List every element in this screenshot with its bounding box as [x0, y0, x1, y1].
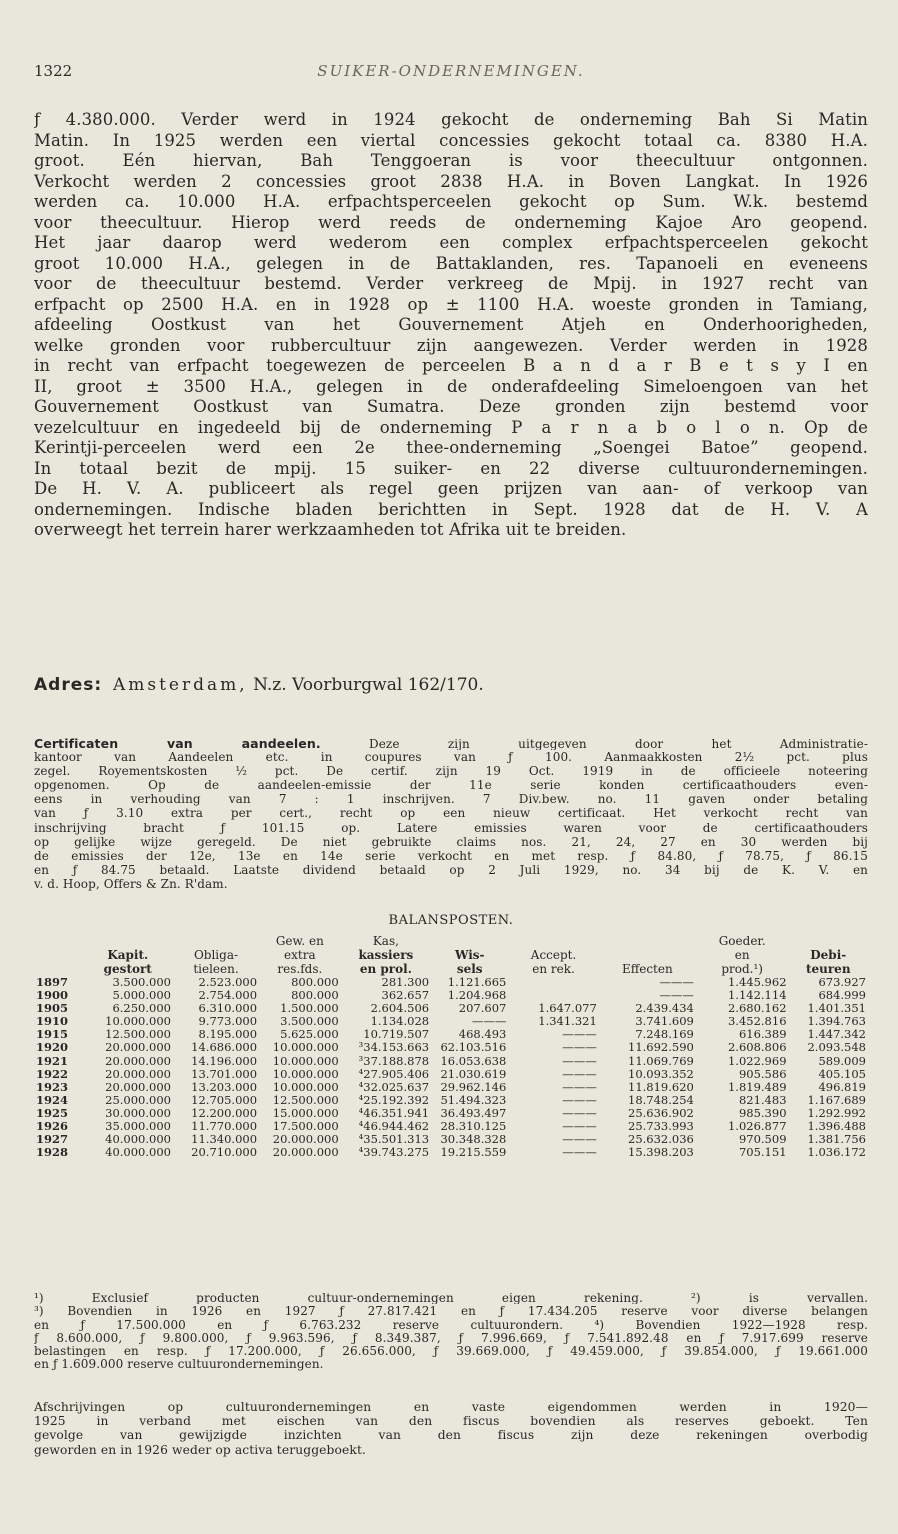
balance-cell: 1.819.489: [727, 1079, 787, 1094]
balance-cell: 10.000.000: [272, 1066, 339, 1081]
balance-cell: 12.200.000: [191, 1105, 258, 1120]
balance-cell: 2.608.806: [727, 1040, 787, 1055]
balance-header-cell: Effecten: [621, 962, 673, 976]
balance-cell: 14.686.000: [191, 1040, 258, 1055]
balance-cell: 281.300: [381, 975, 430, 989]
balance-cell: 1.022.969: [727, 1053, 787, 1068]
balance-cell: 10.719.507: [363, 1027, 430, 1042]
balance-year: 1915: [36, 1027, 69, 1042]
body-line: groot 10.000 H.A., gelegen in de Battaklanden, res. Tapanoeli en eveneens: [34, 253, 868, 273]
balance-cell: 62.103.516: [440, 1040, 507, 1055]
running-title: SUIKER-ONDERNEMINGEN.: [317, 62, 585, 80]
balance-year: 1921: [36, 1053, 69, 1068]
balance-cell: 20.000.000: [272, 1145, 339, 1160]
balance-year: 1926: [36, 1119, 69, 1134]
balance-row: [34, 1146, 868, 1159]
certificate-line: eens in verhouding van 7 : 1 inschrijven. 7 Div.bew. no. 11 gaven onder betaling: [34, 792, 868, 807]
balance-cell: 51.494.323: [440, 1092, 507, 1107]
balance-year: 1900: [36, 988, 69, 1003]
balance-cell: 17.500.000: [272, 1119, 339, 1134]
certificate-text: Deze zijn uitgegeven door het Administratie-: [320, 737, 868, 751]
body-line: groot. Eén hiervan, Bah Tenggoeran is voor theecultuur ontgonnen.: [34, 151, 868, 170]
balance-cell: 11.340.000: [191, 1132, 258, 1147]
balance-cell: 10.000.000: [272, 1053, 339, 1068]
balance-cell: ⁴35.501.313: [358, 1132, 430, 1147]
balance-header-cell: [173, 934, 259, 948]
balance-cell: 7.248.169: [635, 1027, 694, 1042]
footnote-line: ƒ 8.600.000, ƒ 9.800.000, ƒ 9.963.596, ƒ 8.349.387, ƒ 7.996.669, ƒ 7.541.892.48 en ƒ 7.917.699 reserve: [34, 1330, 868, 1345]
balance-cell: 1.396.488: [807, 1119, 866, 1134]
balance-cell: 40.000.000: [105, 1145, 171, 1160]
body-line: voor theecultuur. Hierop werd reeds de onderneming Kajoe Aro geopend.: [34, 212, 868, 232]
balance-cell: 40.000.000: [105, 1132, 171, 1147]
balance-year: 1922: [36, 1066, 69, 1081]
body-line: Matin. In 1925 werden een viertal concessies gekocht totaal ca. 8380 H.A.: [34, 130, 868, 150]
balance-header-cell: Kapit.: [107, 948, 149, 962]
balance-cell: 1.204.968: [447, 988, 507, 1003]
balance-year: 1920: [36, 1040, 69, 1055]
footnote-line: ¹) Exclusief producten cultuur-ondernemingen eigen rekening. ²) is vervallen.: [34, 1291, 868, 1305]
balance-cell: 35.000.000: [105, 1119, 171, 1134]
balance-cell: 821.483: [738, 1092, 787, 1107]
balance-row: [34, 1081, 868, 1094]
balance-cell: 16.053.638: [440, 1053, 507, 1068]
balance-cell: 2.754.000: [198, 988, 258, 1003]
balance-cell: 1.381.756: [807, 1132, 866, 1147]
body-line: ƒ 4.380.000. Verder werd in 1924 gekocht de onderneming Bah Si Matin: [34, 110, 868, 129]
body-line: voor de theecultuur bestemd. Verder verkreeg de Mpij. in 1927 recht van: [34, 274, 868, 293]
balance-cell: 684.999: [818, 988, 866, 1003]
balance-row: [34, 1055, 868, 1068]
footnote-line: en ƒ 17.500.000 en ƒ 6.763.232 reserve cultuurondern. ⁴) Bovendien 1922—1928 resp.: [34, 1317, 868, 1331]
balance-cell: 1.036.172: [807, 1145, 866, 1160]
balance-cell: 9.773.000: [198, 1014, 258, 1029]
body-line: erfpacht op 2500 H.A. en in 1928 op ± 1100 H.A. woeste gronden in Tamiang,: [34, 294, 868, 314]
page-header: [34, 62, 868, 86]
balance-cell: 13.203.000: [191, 1079, 258, 1094]
page-number: 1322: [34, 62, 73, 80]
balance-cell: 705.151: [738, 1145, 787, 1160]
balance-cell: 20.000.000: [105, 1079, 171, 1094]
body-paragraph: [34, 110, 868, 541]
balance-row: [34, 1094, 868, 1107]
balance-cell: 207.607: [458, 1001, 507, 1016]
balance-year: 1910: [36, 1014, 69, 1029]
balance-cell: 1.447.342: [807, 1027, 866, 1042]
balance-cell: 12.500.000: [105, 1027, 171, 1042]
address-street: N.z. Voorburgwal 162/170.: [253, 675, 484, 695]
body-line: vezelcultuur en ingedeeld bij de onderneming P a r n a b o l o n. Op de: [34, 417, 868, 437]
certificate-line: de emissies der 12e, 13e en 14e serie verkocht en met resp. ƒ 84.80, ƒ 78.75, ƒ 86.15: [34, 848, 868, 863]
balance-cell: 6.250.000: [112, 1001, 171, 1016]
body-line: II, groot ± 3500 H.A., gelegen in de onderafdeeling Simeloengoen van het: [34, 376, 868, 396]
balance-header-cell: [34, 934, 83, 948]
body-line: in recht van erfpacht toegewezen de perceelen B a n d a r B e t s y I en: [34, 356, 868, 375]
balance-cell: 905.586: [738, 1066, 787, 1081]
balance-cell: 1.341.321: [538, 1014, 597, 1029]
balance-header-cell: Debi-: [810, 948, 847, 962]
balance-cell: 1.121.665: [447, 975, 507, 989]
body-line: Kerintji-perceelen werd een 2e thee-onderneming „Soengei Batoe” geopend.: [34, 438, 868, 457]
balance-cell: 362.657: [381, 988, 430, 1003]
balance-cell: 28.310.125: [440, 1119, 507, 1134]
certificate-line: kantoor van Aandeelen etc. in coupures van ƒ 100. Aanmaakkosten 2½ pct. plus: [34, 750, 868, 765]
balance-cell: 1.134.028: [370, 1014, 430, 1029]
balance-header-cell: [34, 962, 83, 976]
balance-cell: 6.310.000: [198, 1001, 258, 1016]
address-city: Amsterdam,: [112, 675, 248, 695]
balance-cell: 30.000.000: [105, 1105, 171, 1120]
balance-cell: 25.636.902: [628, 1105, 694, 1120]
balance-cell: ———: [471, 1014, 507, 1029]
balance-cell: 970.509: [738, 1132, 787, 1147]
balance-cell: 1.500.000: [280, 1001, 339, 1016]
depreciation-note: [34, 1400, 868, 1457]
balance-year: 1928: [36, 1145, 69, 1160]
balance-cell: 5.625.000: [280, 1027, 339, 1042]
balance-cell: 11.819.620: [628, 1079, 694, 1094]
certificate-line: en ƒ 84.75 betaald. Laatste dividend betaald op 2 Juli 1929, no. 34 bij de K. V. en: [34, 862, 868, 877]
balance-cell: 12.500.000: [272, 1092, 339, 1107]
balance-cell: ³34.153.663: [358, 1040, 430, 1055]
footnote-line: ³) Bovendien in 1926 en 1927 ƒ 27.817.421 en ƒ 17.434.205 reserve voor diverse belangen: [34, 1304, 868, 1318]
balance-cell: 2.093.548: [807, 1040, 866, 1055]
balance-header-cell: Obliga-: [193, 948, 239, 962]
balance-cell: ———: [562, 1040, 597, 1055]
balance-cell: 10.000.000: [105, 1014, 171, 1029]
balance-cell: 1.445.962: [727, 975, 787, 989]
balance-cell: ———: [562, 1027, 597, 1042]
balance-cell: 10.000.000: [272, 1040, 339, 1055]
balance-cell: ⁴46.944.462: [358, 1119, 430, 1134]
balance-header-cell: [508, 934, 598, 948]
balance-header-cell: Kas,: [372, 934, 399, 948]
balance-cell: 25.000.000: [105, 1092, 171, 1107]
balance-cell: 10.000.000: [272, 1079, 339, 1094]
depreciation-line: Afschrijvingen op cultuurondernemingen en vaste eigendommen werden in 1920—: [34, 1400, 868, 1414]
balance-cell: 589.009: [818, 1053, 866, 1068]
balance-cell: 3.500.000: [112, 975, 171, 989]
certificate-line: [34, 736, 868, 750]
certificate-line: inschrijving bracht ƒ 101.15 op. Latere emissies waren voor de certificaathouders: [34, 820, 868, 835]
balance-year: 1923: [36, 1079, 69, 1094]
balance-year: 1924: [36, 1092, 69, 1107]
balance-cell: ———: [659, 988, 694, 1003]
balance-cell: ⁴25.192.392: [358, 1092, 430, 1107]
balance-title: BALANSPOSTEN.: [388, 913, 514, 928]
balance-cell: ⁴46.351.941: [358, 1105, 430, 1120]
balance-cell: ———: [562, 1132, 597, 1147]
balance-header-cell: extra: [284, 948, 316, 962]
certificates-section: [34, 736, 868, 891]
certificate-line: opgenomen. Op de aandeelen-emissie der 11e serie konden certificaathouders even-: [34, 778, 868, 793]
balance-header-cell: teuren: [805, 962, 851, 976]
balance-cell: [508, 976, 598, 989]
balance-cell: 20.000.000: [272, 1132, 339, 1147]
balance-cell: 11.692.590: [628, 1040, 694, 1055]
balance-header-row: [34, 934, 868, 948]
balance-cell: 12.705.000: [191, 1092, 258, 1107]
balance-row: [34, 1041, 868, 1054]
balance-cell: 985.390: [738, 1105, 787, 1120]
balance-cell: 1.142.114: [727, 988, 787, 1003]
balance-cell: 18.748.254: [628, 1092, 694, 1107]
balance-cell: ———: [562, 1066, 597, 1081]
balance-cell: 10.093.352: [628, 1066, 694, 1081]
balance-cell: 673.927: [818, 975, 866, 989]
balance-cell: 25.733.993: [628, 1119, 694, 1134]
certificate-line: op gelijke wijze geregeld. De niet gebruikte claims nos. 21, 24, 27 en 30 werden bij: [34, 834, 868, 849]
balance-header-cell: [431, 934, 508, 948]
balance-cell: ⁴39.743.275: [358, 1145, 430, 1160]
balance-header-cell: en prol.: [359, 962, 412, 976]
balance-cell: 30.348.328: [440, 1132, 507, 1147]
balance-cell: 36.493.497: [440, 1105, 507, 1120]
body-line: Gouvernement Oostkust van Sumatra. Deze gronden zijn bestemd voor: [34, 397, 868, 416]
address-line: [34, 675, 484, 695]
balance-header-cell: [599, 934, 696, 948]
balance-year: 1925: [36, 1105, 69, 1120]
balance-cell: ———: [562, 1119, 597, 1134]
balance-year: 1897: [36, 975, 69, 989]
balance-cell: ⁴32.025.637: [358, 1079, 430, 1094]
balance-cell: 15.000.000: [272, 1105, 339, 1120]
balance-header-cell: Gew. en: [275, 934, 324, 948]
balance-cell: 21.030.619: [440, 1066, 507, 1081]
body-line: afdeeling Oostkust van het Gouvernement Atjeh en Onderhoorigheden,: [34, 315, 868, 334]
balance-header-row: [34, 948, 868, 962]
balance-header-cell: sels: [456, 962, 483, 976]
balance-cell: 13.701.000: [191, 1066, 258, 1081]
balance-header-cell: [789, 934, 868, 948]
balance-cell: 14.196.000: [191, 1053, 258, 1068]
certificate-line: v. d. Hoop, Offers & Zn. R'dam.: [34, 876, 228, 891]
balance-header-cell: [83, 934, 173, 948]
balance-cell: 3.500.000: [280, 1014, 339, 1029]
balance-cell: 1.026.877: [727, 1119, 787, 1134]
body-line: Het jaar daarop werd wederom een complex erfpachtsperceelen gekocht: [34, 233, 868, 252]
footnote-line: en ƒ 1.609.000 reserve cultuurondernemingen.: [34, 1357, 324, 1371]
balance-cell: ———: [562, 1105, 597, 1120]
balance-cell: 20.710.000: [191, 1145, 258, 1160]
balance-cell: 405.105: [818, 1066, 866, 1081]
balance-cell: 800.000: [291, 975, 339, 989]
depreciation-line: 1925 in verband met eischen van den fiscus bovendien als reserves geboekt. Ten: [34, 1414, 868, 1429]
balance-cell: 25.632.036: [628, 1132, 694, 1147]
balance-header-row: [34, 962, 868, 976]
balance-cell: 19.215.559: [440, 1145, 507, 1160]
balance-cell: 3.741.609: [635, 1014, 694, 1029]
body-line: welke gronden voor rubbercultuur zijn aangewezen. Verder werden in 1928: [34, 335, 868, 355]
balance-header-cell: en rek.: [532, 962, 575, 976]
balance-cell: 1.394.763: [807, 1014, 866, 1029]
body-line: De H. V. A. publiceert als regel geen prijzen van aan- of verkoop van: [34, 479, 868, 498]
depreciation-line: geworden en in 1926 weder op activa teruggeboekt.: [34, 1442, 366, 1457]
balance-cell: ³37.188.878: [358, 1053, 430, 1068]
balance-header-cell: tieleen.: [193, 962, 239, 976]
balance-header-cell: Wis-: [454, 948, 485, 962]
balance-cell: 2.523.000: [198, 975, 258, 989]
certificates-title: Certificaten van aandeelen.: [34, 736, 321, 751]
footnotes: [34, 1291, 868, 1371]
body-line: overweegt het terrein harer werkzaamheden tot Afrika uit te breiden.: [34, 520, 627, 539]
balance-cell: 2.680.162: [727, 1001, 787, 1016]
balance-year: 1905: [36, 1001, 69, 1016]
balance-cell: 20.000.000: [105, 1040, 171, 1055]
balance-cell: 20.000.000: [105, 1066, 171, 1081]
certificate-line: van ƒ 3.10 extra per cert., recht op een nieuw certificaat. Het verkocht recht van: [34, 806, 868, 821]
balance-cell: 15.398.203: [628, 1145, 694, 1160]
balance-cell: 496.819: [818, 1079, 866, 1094]
balance-cell: 1.647.077: [538, 1001, 597, 1016]
depreciation-line: gevolge van gewijzigde inzichten van den fiscus zijn deze rekeningen overbodig: [34, 1428, 868, 1443]
balance-cell: 800.000: [291, 988, 339, 1003]
balance-cell: 1.292.992: [807, 1105, 866, 1120]
body-line: Verkocht werden 2 concessies groot 2838 H.A. in Boven Langkat. In 1926: [34, 171, 868, 191]
balance-cell: 5.000.000: [112, 988, 171, 1003]
balance-cell: 616.389: [738, 1027, 787, 1042]
balance-cell: 2.439.434: [635, 1001, 694, 1016]
balance-cell: 2.604.506: [370, 1001, 430, 1016]
balance-cell: ⁴27.905.406: [358, 1066, 430, 1081]
balance-cell: ———: [562, 1053, 597, 1068]
footnote-line: belastingen en resp. ƒ 17.200.000, ƒ 26.656.000, ƒ 39.669.000, ƒ 49.459.000, ƒ 39.854.000, ƒ 19.661.000: [34, 1344, 868, 1358]
certificate-line: zegel. Royementskosten ½ pct. De certif. zijn 19 Oct. 1919 in de officieele noteering: [34, 764, 868, 779]
balance-year: 1927: [36, 1132, 69, 1147]
balance-header-cell: en: [734, 948, 750, 962]
balance-header-cell: [34, 948, 83, 962]
balance-cell: 11.770.000: [191, 1119, 258, 1134]
body-line: werden ca. 10.000 H.A. erfpachtsperceelen gekocht op Sum. W.k. bestemd: [34, 192, 868, 211]
balance-cell: 1.401.351: [807, 1001, 866, 1016]
address-label: Adres:: [34, 675, 103, 695]
balance-header-cell: gestort: [103, 962, 152, 976]
balance-row: [34, 1068, 868, 1081]
balance-header-cell: [599, 948, 696, 962]
balance-header-cell: prod.¹): [721, 962, 763, 976]
balance-cell: 1.167.689: [807, 1092, 866, 1107]
balance-cell: ———: [562, 1145, 597, 1160]
balance-header-cell: Accept.: [530, 948, 577, 962]
balance-cell: ———: [562, 1092, 597, 1107]
balance-header-cell: Goeder.: [718, 934, 766, 948]
balance-table: [34, 934, 868, 1159]
body-line: ondernemingen. Indische bladen berichtten in Sept. 1928 dat de H. V. A: [34, 499, 868, 519]
balance-header-cell: res.fds.: [277, 962, 323, 976]
balance-cell: 11.069.769: [628, 1053, 694, 1068]
balance-header-cell: kassiers: [358, 948, 414, 962]
balance-cell: 468.493: [458, 1027, 507, 1042]
balance-cell: 29.962.146: [440, 1079, 507, 1094]
body-line: In totaal bezit de mpij. 15 suiker- en 22 diverse cultuurondernemingen.: [34, 458, 868, 478]
balance-cell: ———: [659, 975, 694, 989]
balance-cell: ———: [562, 1079, 597, 1094]
balance-cell: 20.000.000: [105, 1053, 171, 1068]
balance-cell: 3.452.816: [727, 1014, 787, 1029]
balance-cell: 8.195.000: [198, 1027, 258, 1042]
